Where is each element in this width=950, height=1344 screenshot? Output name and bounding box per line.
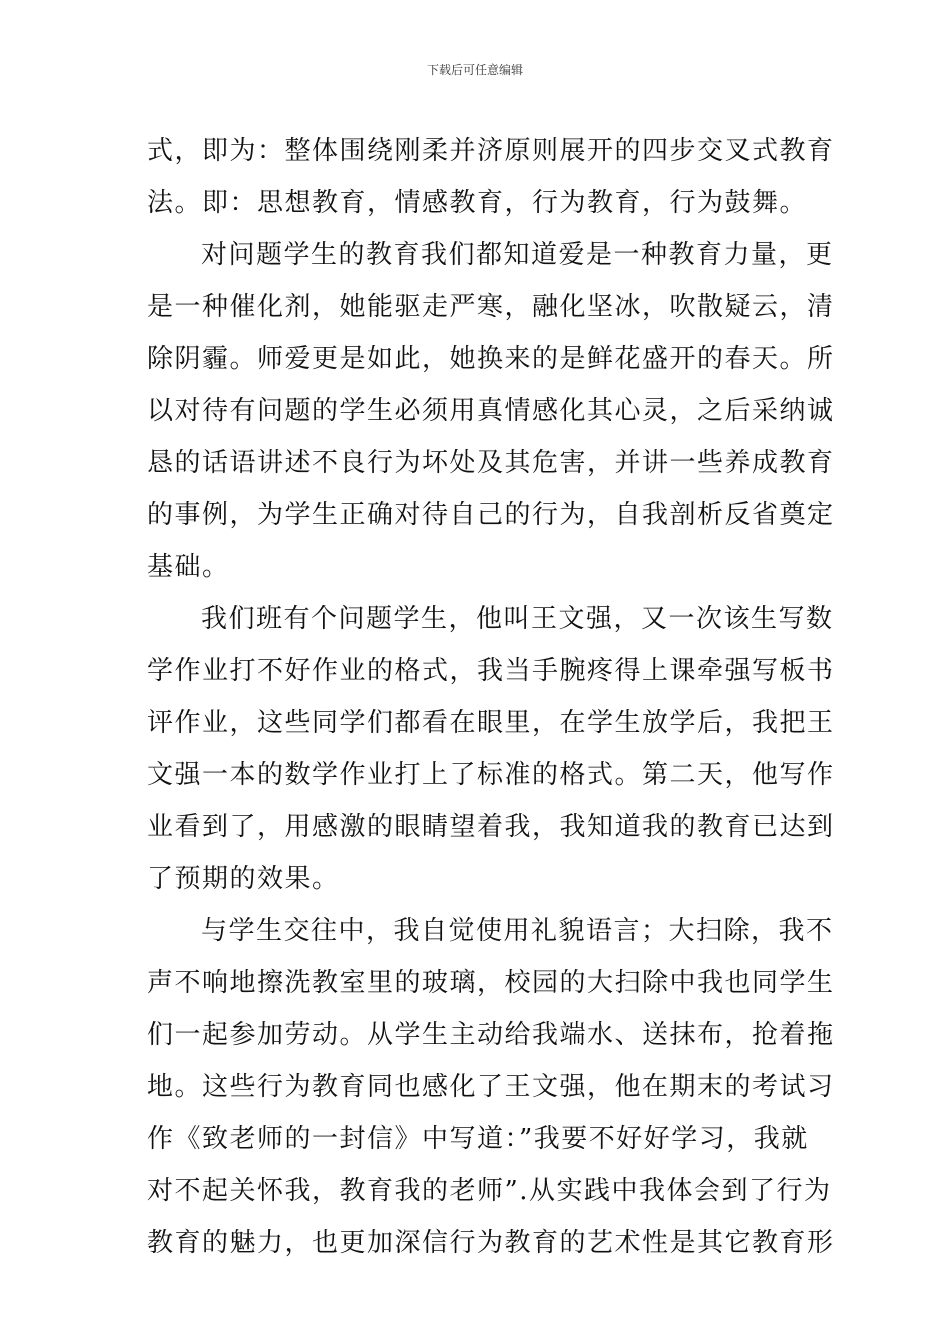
text-line: 基础。 bbox=[147, 552, 230, 582]
paragraph-first-line: 我们班有个问题学生，他叫王文强，又一次该生写数 bbox=[201, 604, 834, 634]
paragraph-first-line: 对问题学生的教育我们都知道爱是一种教育力量，更 bbox=[201, 240, 834, 270]
document-body bbox=[147, 125, 835, 1269]
text-line: 对不起关怀我，教育我的老师”.从实践中我体会到了行为 bbox=[147, 1176, 832, 1206]
text-line: 评作业，这些同学们都看在眼里，在学生放学后，我把王 bbox=[147, 708, 835, 738]
text-line: 除阴霾。师爱更是如此，她换来的是鲜花盛开的春天。所 bbox=[147, 344, 835, 374]
text-line: 声不响地擦洗教室里的玻璃，校园的大扫除中我也同学生 bbox=[147, 968, 835, 998]
text-line: 作《致老师的一封信》中写道：”我要不好好学习，我就 bbox=[147, 1124, 809, 1154]
text-line: 以对待有问题的学生必须用真情感化其心灵，之后采纳诚 bbox=[147, 396, 835, 426]
text-line: 们一起参加劳动。从学生主动给我端水、送抹布，抢着拖 bbox=[147, 1020, 835, 1050]
text-line: 是一种催化剂，她能驱走严寒，融化坚冰，吹散疑云，清 bbox=[147, 292, 835, 322]
text-line: 地。这些行为教育同也感化了王文强，他在期末的考试习 bbox=[147, 1072, 835, 1102]
text-line: 学作业打不好作业的格式，我当手腕疼得上课牵强写板书 bbox=[147, 656, 835, 686]
page-header: 下载后可任意编辑 bbox=[426, 63, 523, 77]
text-line: 文强一本的数学作业打上了标准的格式。第二天，他写作 bbox=[147, 760, 835, 790]
text-line: 式，即为：整体围绕刚柔并济原则展开的四步交叉式教育 bbox=[147, 136, 835, 166]
text-line: 教育的魅力，也更加深信行为教育的艺术性是其它教育形 bbox=[147, 1228, 835, 1258]
text-line: 了预期的效果。 bbox=[147, 864, 340, 894]
paragraph-first-line: 与学生交往中，我自觉使用礼貌语言；大扫除，我不 bbox=[201, 916, 834, 946]
text-line: 法。即：思想教育，情感教育，行为教育，行为鼓舞。 bbox=[147, 188, 808, 218]
text-line: 业看到了，用感激的眼睛望着我，我知道我的教育已达到 bbox=[147, 812, 835, 842]
text-line: 的事例，为学生正确对待自己的行为，自我剖析反省奠定 bbox=[147, 500, 835, 530]
text-line: 恳的话语讲述不良行为坏处及其危害，并讲一些养成教育 bbox=[147, 448, 835, 478]
